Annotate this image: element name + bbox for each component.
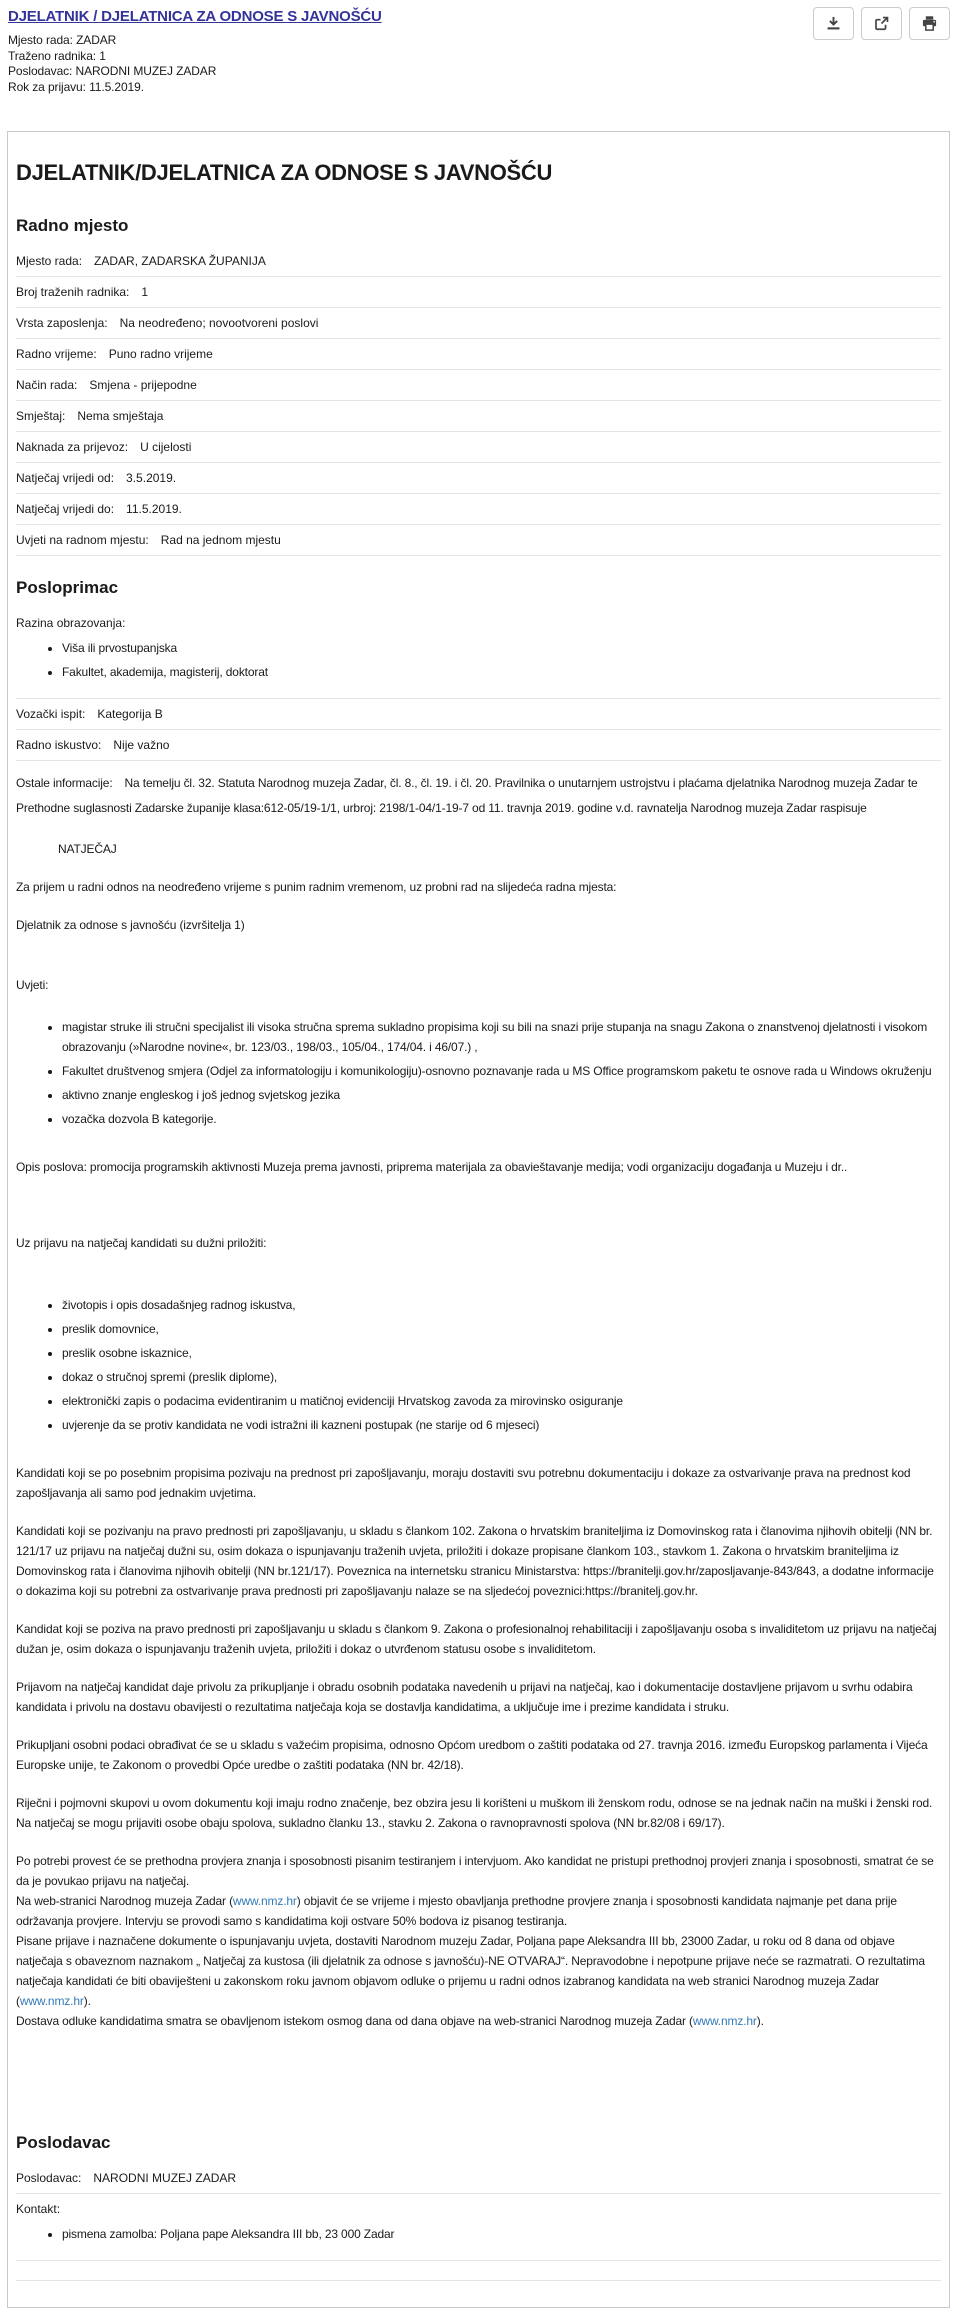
row-vrsta-zaposlenja: [16, 308, 941, 339]
natjecaj-uvod: Za prijem u radni odnos na neodređeno vrijeme s punim radnim vremenom, uz probni rad na slijedeća radna mjesta:: [16, 880, 617, 894]
ostale-informacije-block: [16, 761, 941, 2111]
kontakt-list: [16, 2224, 941, 2244]
text: Pisane prijave i naznačene dokumente o ispunjavanju uvjeta, dostaviti Narodnom muzeju Zadar, Poljana pape Aleksandra III bb, 23000 Zadar, u roku od 8 dana od objave natječaja s obaveznom naznakom „ Natječaj za kustosa (ili djelatnik za odnose s javnošću)-NE OTVARAJ“. Nepravodobne i nepotpune prijave neće se razmatrati. O rezultatima natječaja kandidati će biti obaviješteni u zakonskom roku javnom objavom odluke o prijemu u radni odnos izabranog kandidata na web stranici Narodnog muzeja Zadar (: [16, 1934, 925, 2008]
job-title-link[interactable]: DJELATNIK / DJELATNICA ZA ODNOSE S JAVNOŠĆU: [8, 8, 382, 25]
nmz-website-link[interactable]: www.nmz.hr: [692, 2014, 757, 2028]
list-item: • Viša ili prvostupanjska: [62, 638, 941, 658]
opis-poslova: Opis poslova: promocija programskih aktivnosti Muzeja prema javnosti, priprema materijala za obavieštavanje medija; vodi organizaciju događanja u Muzeju i dr..: [16, 1160, 848, 1174]
row-value: 11.5.2019.: [126, 502, 182, 516]
list-item: • pismena zamolba: Poljana pape Aleksandra III bb, 23 000 Zadar: [62, 2224, 941, 2244]
text: ).: [83, 1994, 91, 2008]
kontakt-block: [16, 2194, 941, 2261]
paragraph-rodno-znacenje: Riječni i pojmovni skupovi u ovom dokumentu koji imaju rodno značenje, bez obzira jesu li korišteni u muškom ili ženskom rodu, odnose se na jednak način na muški i ženski rod.: [16, 1796, 933, 1810]
row-label: Vrsta zaposlenja:: [16, 316, 108, 330]
row-value: Puno radno vrijeme: [108, 347, 213, 361]
razina-list: [16, 638, 941, 682]
row-label: Naknada za prijevoz:: [16, 440, 129, 454]
uvjeti-list: [16, 1017, 941, 1129]
meta-trazeno-radnika: Traženo radnika: 1: [8, 48, 106, 63]
row-mjesto-rada: [16, 246, 941, 277]
row-label: Mjesto rada:: [16, 254, 83, 268]
row-radno-vrijeme: [16, 339, 941, 370]
list-item: • preslik domovnice,: [62, 1319, 941, 1339]
row-naknada-prijevoz: [16, 432, 941, 463]
download-button[interactable]: [813, 7, 854, 40]
paragraph-oba-spola: Na natječaj se mogu prijaviti osobe obaju spolova, sukladno članku 13., stavku 2. Zakona o ravnopravnosti spolova (NN br.82/08 i 69/17).: [16, 1816, 725, 1830]
paragraph-branitelji: Kandidati koji se pozivanju na pravo prednosti pri zapošljavanju, u skladu s člankom 102. Zakona o hrvatskim braniteljima iz Domovinskog rata i članovima njihovih obitelji (NN br. 121/17 uz prijavu na natječaj dužni su, osim dokaza o ispunjavanju traženih uvjeta, priložiti i dokaze propisane člankom 103., stavkom 1. Zakona o hrvatskim braniteljima iz Domovinskog rata i članovima njihovih obitelji (NN br.121/17). Poveznica na internetsku stranicu Ministarstva: https://branitelji.gov.hr/zaposljavanje-843/843, a dodatne informacije o dokazima koji su potrebni za ostvarivanje prava prednosti pri zapošljavanju nalaze se na sljedećoj poveznici:https://branitelj.gov.hr.: [16, 1524, 934, 1598]
row-smjestaj: [16, 401, 941, 432]
nmz-website-link[interactable]: www.nmz.hr: [232, 1894, 297, 1908]
row-nacin-rada: [16, 370, 941, 401]
row-label: Smještaj:: [16, 409, 66, 423]
job-page-title: DJELATNIK/DJELATNICA ZA ODNOSE S JAVNOŠĆU: [16, 160, 553, 185]
paragraph-web-objava: [16, 1891, 941, 1931]
row-value: NARODNI MUZEJ ZADAR: [93, 2171, 237, 2185]
row-broj-trazenih: [16, 277, 941, 308]
list-item: • Fakultet, akademija, magisterij, doktorat: [62, 662, 941, 682]
paragraph-prednost: Kandidati koji se po posebnim propisima pozivaju na prednost pri zapošljavanju, moraju dostaviti svu potrebnu dokumentaciju i dokaze za ostvarivanje prava na prednost kod zapošljavanja ali samo pod jednakim uvjetima.: [16, 1466, 911, 1500]
section-heading-radno-mjesto: Radno mjesto: [16, 216, 129, 235]
open-external-button[interactable]: [861, 7, 902, 40]
nmz-website-link[interactable]: www.nmz.hr: [19, 1994, 84, 2008]
list-item: • Fakultet društvenog smjera (Odjel za informatologiju i komunikologiju)-osnovno poznavanje rada u MS Office programskom paketu te osnove rada u Windows okruženju: [62, 1061, 941, 1081]
row-label: Radno iskustvo:: [16, 738, 102, 752]
row-label: Broj traženih radnika:: [16, 285, 130, 299]
list-item: • vozačka dozvola B kategorije.: [62, 1109, 941, 1129]
text: Dostava odluke kandidatima smatra se obavljenom istekom osmog dana od dana objave na web-stranici Narodnog muzeja Zadar (: [16, 2014, 693, 2028]
row-value: Na neodređeno; novootvoreni poslovi: [119, 316, 319, 330]
row-label: Natječaj vrijedi od:: [16, 471, 115, 485]
natjecaj-radno-mjesto: Djelatnik za odnose s javnošću (izvršitelja 1): [16, 918, 245, 932]
paragraph-provjera-znanja: Po potrebi provest će se prethodna provjera znanja i sposobnosti pisanim testiranjem i intervjuom. Ako kandidat ne pristupi prethodnoj provjeri znanja i sposobnosti, smatrat će se da je povukao prijavu na natječaj.: [16, 1854, 934, 1888]
row-label: Način rada:: [16, 378, 78, 392]
row-radno-iskustvo: [16, 730, 941, 761]
razina-obrazovanja-block: [16, 608, 941, 699]
empty-row: [16, 2261, 941, 2281]
list-item: • životopis i opis dosadašnjeg radnog iskustva,: [62, 1295, 941, 1315]
row-value: Smjena - prijepodne: [89, 378, 197, 392]
row-natjecaj-od: [16, 463, 941, 494]
page-header: [0, 0, 957, 95]
row-label: Radno vrijeme:: [16, 347, 97, 361]
ostale-intro: [16, 771, 941, 821]
row-value: ZADAR, ZADARSKA ŽUPANIJA: [94, 254, 266, 268]
row-value: Rad na jednom mjestu: [160, 533, 281, 547]
paragraph-dostava-odluke: [16, 2011, 941, 2031]
paragraph-gdpr: Prikupljani osobni podaci obrađivat će se u skladu s važećim propisima, odnosno Općom uredbom o zaštiti podataka od 27. travnja 2016. između Europskog parlamenta i Vijeća Europske unije, te Zakonom o provedbi Opće uredbe o zaštiti podataka (NN br. 42/18).: [16, 1738, 928, 1772]
row-uvjeti-radno-mjesto: [16, 525, 941, 556]
ostale-label: Ostale informacije:: [16, 776, 113, 790]
text: ) objavit će se vrijeme i mjesto obavljanja prethodne provjere znanja i sposobnosti kandidata najmanje pet dana prije održavanja provjere. Intervju se provodi samo s kandidatima koji ostvare 50% bodova iz pisanog testiranja.: [16, 1894, 897, 1928]
row-value: 3.5.2019.: [126, 471, 177, 485]
row-poslodavac: [16, 2163, 941, 2194]
paragraph-pisane-prijave: [16, 1931, 941, 2011]
paragraph-privola: Prijavom na natječaj kandidat daje privolu za prikupljanje i obradu osobnih podataka navedenih u prijavi na natječaj, kao i dokumentacije dostavljene prijavom u svrhu odabira kandidata i privolu na dostavu obavijesti o rezultatima natječaja koja se dostavlja kandidatima, a uključuje ime i prezime kandidata i struku.: [16, 1680, 913, 1714]
meta-rok-za-prijavu: Rok za prijavu: 11.5.2019.: [8, 79, 144, 94]
razina-label: Razina obrazovanja:: [16, 616, 126, 630]
kontakt-label: Kontakt:: [16, 2202, 61, 2216]
list-item: • uvjerenje da se protiv kandidata ne vodi istražni ili kazneni postupak (ne starije od 6 mjeseci): [62, 1415, 941, 1435]
row-label: Vozački ispit:: [16, 707, 86, 721]
row-value: Nije važno: [113, 738, 170, 752]
natjecaj-title: NATJEČAJ: [58, 842, 117, 856]
row-natjecaj-do: [16, 494, 941, 525]
meta-mjesto-rada: Mjesto rada: ZADAR: [8, 33, 117, 47]
row-label: Natječaj vrijedi do:: [16, 502, 115, 516]
row-vozacki-ispit: [16, 699, 941, 730]
toolbar: [813, 7, 950, 40]
row-value: Kategorija B: [97, 707, 163, 721]
row-label: Uvjeti na radnom mjestu:: [16, 533, 149, 547]
meta-poslodavac: Poslodavac: NARODNI MUZEJ ZADAR: [8, 64, 217, 78]
print-button[interactable]: [909, 7, 950, 40]
text: ).: [756, 2014, 764, 2028]
row-label: Poslodavac:: [16, 2171, 82, 2185]
external-link-icon: [873, 15, 890, 32]
paragraph-invaliditet: Kandidat koji se poziva na pravo prednosti pri zapošljavanju u skladu s člankom 9. Zakona o profesionalnoj rehabilitaciji i zapošljavanju osoba s invaliditetom uz prijavu na natječaj dužan je, osim dokaza o ispunjavanju traženih uvjeta, priložiti i dokaz o utvrđenom statusu osobe s invaliditetom.: [16, 1622, 937, 1656]
prilozi-list: [16, 1295, 941, 1435]
print-icon: [921, 15, 938, 32]
prilozi-label: Uz prijavu na natječaj kandidati su dužni priložiti:: [16, 1236, 267, 1250]
row-value: 1: [141, 285, 149, 299]
section-heading-poslodavac: Poslodavac: [16, 2133, 111, 2152]
list-item: • aktivno znanje engleskog i još jednog svjetskog jezika: [62, 1085, 941, 1105]
list-item: • magistar struke ili stručni specijalist ili visoka stručna sprema sukladno propisima koji su bili na snazi prije stupanja na snagu Zakona o znanstvenoj djelatnosti i visokom obrazovanju (»Narodne novine«, br. 123/03., 198/03., 105/04., 174/04. i 46/07.) ,: [62, 1017, 941, 1057]
ostale-intro-text: Na temelju čl. 32. Statuta Narodnog muzeja Zadar, čl. 8., čl. 19. i čl. 20. Pravilnika o unutarnjem ustrojstvu i plaćama djelatnika Narodnog muzeja Zadar te Prethodne suglasnosti Zadarske županije klasa:612-05/19-1/1, urbroj: 2198/1-04/1-19-7 od 11. travnja 2019. godine v.d. ravnatelja Narodnog muzeja Zadar raspisuje: [16, 776, 918, 815]
list-item: • elektronički zapis o podacima evidentiranim u matičnoj evidenciji Hrvatskog zavoda za mirovinsko osiguranje: [62, 1391, 941, 1411]
list-item: • dokaz o stručnoj spremi (preslik diplome),: [62, 1367, 941, 1387]
job-detail-card: [7, 131, 950, 2308]
section-heading-posloprimac: Posloprimac: [16, 578, 119, 597]
row-value: U cijelosti: [140, 440, 192, 454]
radno-mjesto-rows: [16, 246, 941, 556]
text: Na web-stranici Narodnog muzeja Zadar (: [16, 1894, 233, 1908]
list-item: • preslik osobne iskaznice,: [62, 1343, 941, 1363]
row-value: Nema smještaja: [77, 409, 164, 423]
uvjeti-label: Uvjeti:: [16, 978, 49, 992]
download-icon: [825, 15, 842, 32]
